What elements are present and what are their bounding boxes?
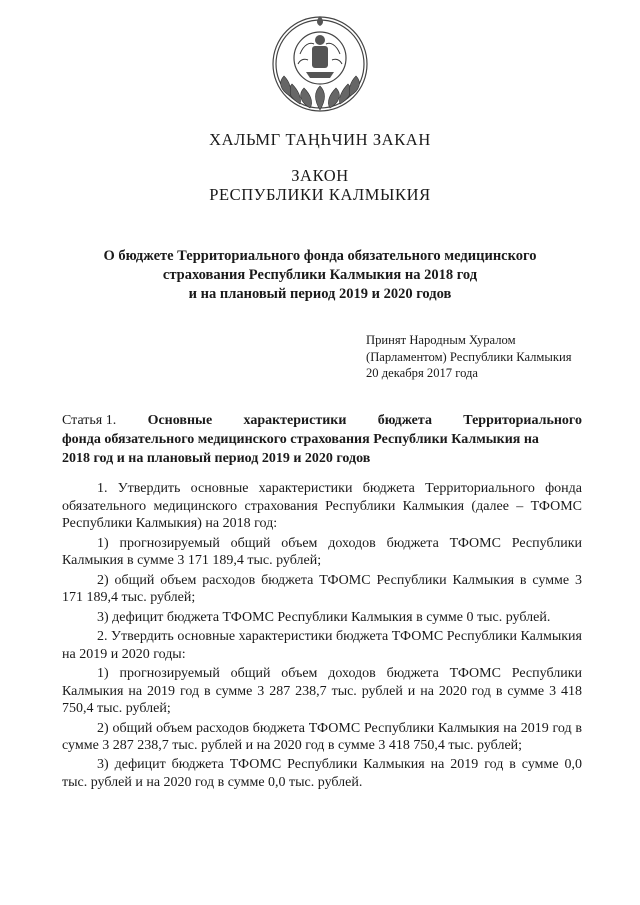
coat-of-arms-emblem xyxy=(270,14,370,114)
adoption-info xyxy=(366,332,626,382)
article-body xyxy=(62,480,582,793)
article-title-word: Основные xyxy=(147,413,213,428)
law-title-line: и на плановый период 2019 и 2020 годов xyxy=(188,286,452,302)
article-number: Статья 1. xyxy=(62,413,117,428)
paragraph: 2) общий объем расходов бюджета ТФОМС Республики Калмыкия в сумме 3 171 189,4 тыс. рублей; xyxy=(62,572,582,606)
adoption-line: (Парламентом) Республики Калмыкия xyxy=(366,349,572,364)
law-title-line: О бюджете Территориального фонда обязательного медицинского xyxy=(103,248,537,264)
paragraph: 1) прогнозируемый общий объем доходов бюджета ТФОМС Республики Калмыкия на 2019 год в сумме 3 287 238,7 тыс. рублей и на 2020 год в сумме 3 418 750,4 тыс. рублей; xyxy=(62,665,582,717)
article-title-word: бюджета xyxy=(377,413,432,428)
paragraph: 2. Утвердить основные характеристики бюджета ТФОМС Республики Калмыкия на 2019 и 2020 годы: xyxy=(62,628,582,662)
paragraph: 3) дефицит бюджета ТФОМС Республики Калмыкия на 2019 год в сумме 0,0 тыс. рублей и на 2020 год в сумме 0,0 тыс. рублей. xyxy=(62,757,582,791)
kalmyk-law-title: ХАЛЬМГ ТАҢҺЧИН ЗАКАН xyxy=(209,130,431,149)
article-title-line: фонда обязательного медицинского страхования Республики Калмыкия на xyxy=(62,432,539,447)
law-title-line: страхования Республики Калмыкия на 2018 год xyxy=(162,267,478,283)
paragraph: 2) общий объем расходов бюджета ТФОМС Республики Калмыкия на 2019 год в сумме 3 287 238,7 тыс. рублей и на 2020 год в сумме 3 418 750,4 тыс. рублей; xyxy=(62,720,582,754)
paragraph: 1. Утвердить основные характеристики бюджета Территориального фонда обязательного медицинского страхования Республики Калмыкия (далее – ТФОМС Республики Калмыкия) на 2018 год: xyxy=(62,481,582,532)
article-title-line: 2018 год и на плановый период 2019 и 2020 годов xyxy=(62,451,371,466)
law-title xyxy=(70,247,570,304)
article-title-word: Территориального xyxy=(463,413,582,428)
paragraph: 3) дефицит бюджета ТФОМС Республики Калмыкия в сумме 0 тыс. рублей. xyxy=(97,609,551,625)
paragraph: 1) прогнозируемый общий объем доходов бюджета ТФОМС Республики Калмыкия в сумме 3 171 189,4 тыс. рублей; xyxy=(62,535,582,569)
article-title-word: характеристики xyxy=(243,413,347,428)
adoption-date: 20 декабря 2017 года xyxy=(366,366,479,380)
article-1-heading xyxy=(62,411,582,468)
republic-name: РЕСПУБЛИКИ КАЛМЫКИЯ xyxy=(209,185,431,204)
law-word: ЗАКОН xyxy=(291,166,349,185)
adoption-line: Принят Народным Хуралом xyxy=(366,333,516,347)
